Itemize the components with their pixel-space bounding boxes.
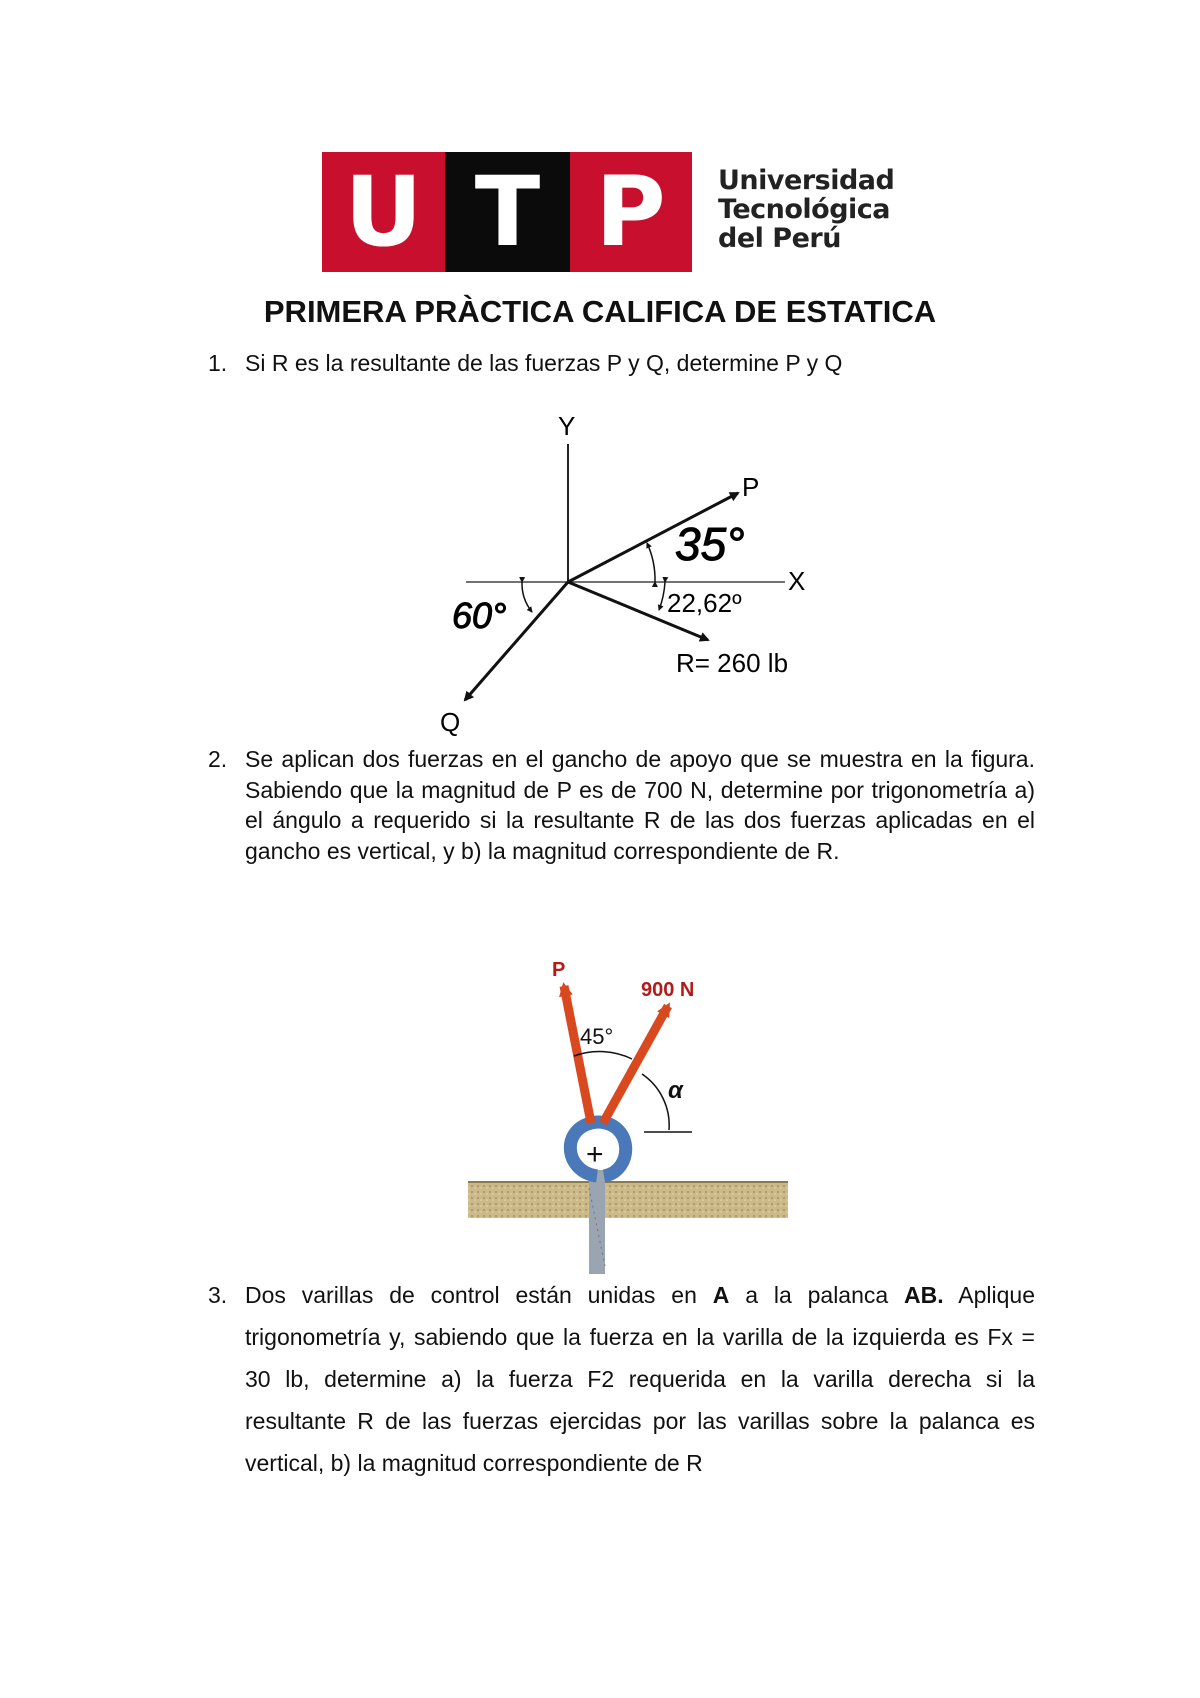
hook-center-plus: + — [586, 1138, 604, 1171]
logo-university-name — [718, 166, 894, 253]
logo-name-line-1: Universidad — [718, 165, 895, 196]
text-segment: a la palanca — [729, 1282, 905, 1308]
screw-shank — [589, 1170, 605, 1274]
force-vector-diagram — [440, 400, 860, 740]
text-segment: Aplique trigonometría y, sabiendo que la fuerza en la varilla de la izquierda es Fx = 30 lb, determine a) la fuerza F2 requerida en la varilla derecha si la resultante R de las fuerzas ejercidas por las varillas sobre la palanca es vertical, b) la magnitud correspondiente de R — [245, 1282, 1035, 1476]
force-900n-label: 900 N — [641, 979, 695, 1001]
x-axis-label: X — [788, 566, 806, 596]
lever-ab: AB. — [904, 1282, 944, 1308]
hook-support-diagram — [464, 926, 798, 1276]
logo-letter-t: T — [474, 156, 541, 268]
y-axis-label: Y — [558, 411, 576, 441]
angle-alpha-label: α — [668, 1077, 683, 1104]
problem-number: 3. — [208, 1282, 228, 1308]
problem-number: 2. — [208, 746, 228, 772]
handwritten-angle-p: 35° — [675, 518, 745, 570]
resultant-label: R= 260 lb — [676, 648, 789, 678]
ground — [468, 1182, 788, 1218]
page-title: PRIMERA PRÀCTICA CALIFICA DE ESTATICA — [263, 294, 937, 329]
handwritten-angle-q: 60° — [452, 595, 507, 636]
vector-q-label: Q — [440, 707, 461, 737]
text-segment: Dos varillas de control están unidas en — [245, 1282, 713, 1308]
logo-name-line-2: Tecnológica — [718, 194, 891, 225]
problem-text: Se aplican dos fuerzas en el gancho de apoyo que se muestra en la figura. Sabiendo que la magnitud de P es de 700 N, determine por trigonometría a) el ángulo a requerido si la resultante R de las dos fuerzas aplicadas en el gancho es vertical, y b) la magnitud correspondiente de R. — [245, 746, 1035, 864]
angle-arc-p — [647, 543, 655, 582]
angle-alpha-arc — [642, 1074, 669, 1130]
angle-arc-q — [522, 582, 532, 612]
point-a: A — [712, 1282, 730, 1308]
problem-text — [245, 1274, 1035, 1484]
angle-45-label: 45° — [580, 1024, 614, 1049]
logo-letter-p: P — [595, 156, 666, 268]
problem-text: Si R es la resultante de las fuerzas P y Q, determine P y Q — [245, 350, 843, 376]
force-p-label: P — [552, 959, 566, 981]
vector-p-label: P — [742, 472, 760, 502]
angle-arc-r — [659, 582, 665, 610]
logo-letter-u: U — [344, 156, 423, 268]
angle-r-label: 22,62º — [667, 588, 742, 618]
logo-name-line-3: del Perú — [718, 223, 841, 254]
utp-logo — [322, 152, 902, 274]
problem-number: 1. — [208, 350, 228, 376]
